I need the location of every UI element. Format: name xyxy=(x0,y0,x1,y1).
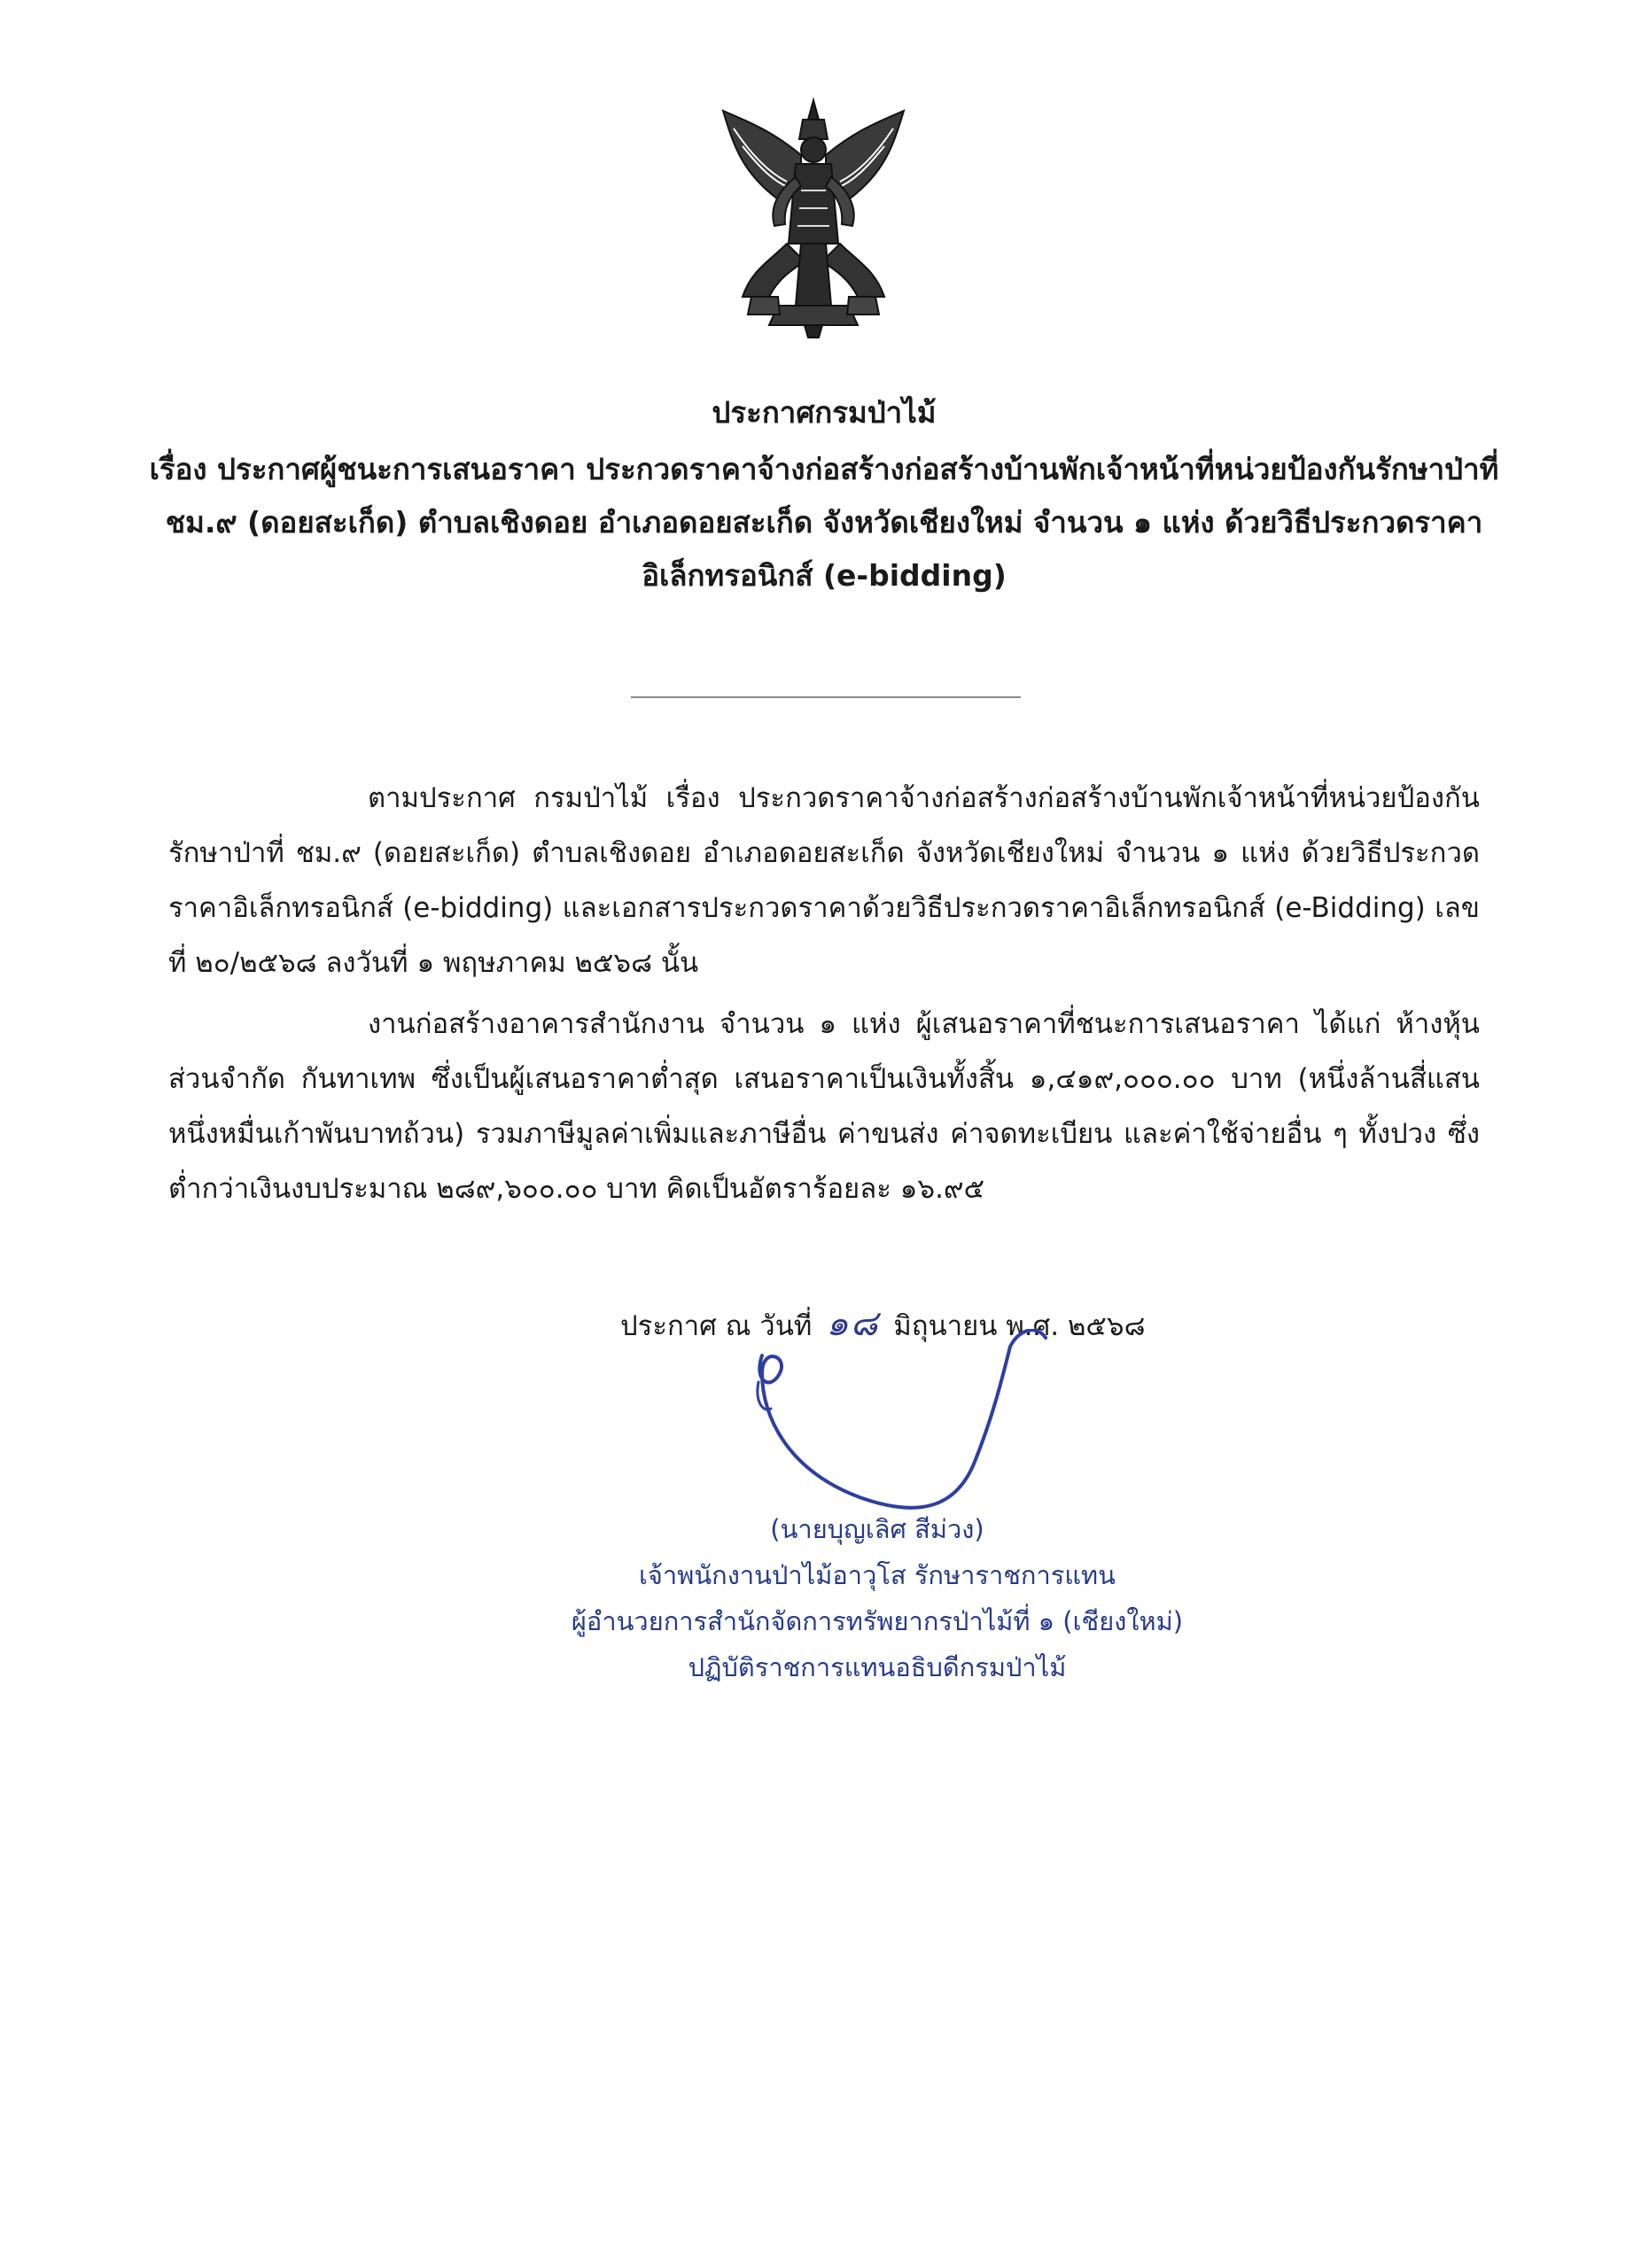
date-day-handwritten: ๑๘ xyxy=(826,1303,880,1344)
date-suffix: มิถุนายน พ.ศ. ๒๕๖๘ xyxy=(893,1310,1146,1342)
body-paragraph-1 xyxy=(168,771,1480,990)
paragraph-2-text: งานก่อสร้างอาคารสำนักงาน จำนวน ๑ แห่ง ผู้เสนอราคาที่ชนะการเสนอราคา ได้แก่ ห้างหุ้นส่วนจำกัด กันทาเทพ ซึ่งเป็นผู้เสนอราคาต่ำสุด เสนอราคาเป็นเงินทั้งสิ้น ๑,๔๑๙,๐๐๐.๐๐ บาท (หนึ่งล้านสี่แสนหนึ่งหมื่นเก้าพันบาทถ้วน) รวมภาษีมูลค่าเพิ่มและภาษีอื่น ค่าขนส่ง ค่าจดทะเบียน และค่าใช้จ่ายอื่น ๆ ทั้งปวง ซึ่งต่ำกว่าเงินงบประมาณ ๒๘๙,๖๐๐.๐๐ บาท คิดเป็นอัตราร้อยละ ๑๖.๙๕ xyxy=(168,1008,1480,1205)
subject-line-3: อิเล็กทรอนิกส์ (e-bidding) xyxy=(642,558,1007,593)
paragraph-1-text: ตามประกาศ กรมป่าไม้ เรื่อง ประกวดราคาจ้างก่อสร้างก่อสร้างบ้านพักเจ้าหน้าที่หน่วยป้องกันรักษาป่าที่ ชม.๙ (ดอยสะเก็ด) ตำบลเชิงดอย อำเภอดอยสะเก็ด จังหวัดเชียงใหม่ จำนวน ๑ แห่ง ด้วยวิธีประกวดราคาอิเล็กทรอนิกส์ (e-bidding) และเอกสารประกวดราคาด้วยวิธีประกวดราคาอิเล็กทรอนิกส์ (e-Bidding) เลขที่ ๒๐/๒๕๖๘ ลงวันที่ ๑ พฤษภาคม ๒๕๖๘ นั้น xyxy=(168,782,1480,979)
date-prefix: ประกาศ ณ วันที่ xyxy=(620,1310,813,1342)
subject-line-1: เรื่อง ประกาศผู้ชนะการเสนอราคา ประกวดราคาจ้างก่อสร้างก่อสร้างบ้านพักเจ้าหน้าที่หน่วยป้องกันรักษาป่าที่ xyxy=(149,452,1499,486)
body-paragraph-2 xyxy=(168,997,1480,1216)
announcement-title: ประกาศกรมป่าไม้ xyxy=(712,395,937,430)
signer-position-1: เจ้าพนักงานป่าไม้อาวุโส รักษาราชการแทน xyxy=(639,1560,1116,1590)
signer-name: (นายบุญเลิศ สีม่วง) xyxy=(770,1514,984,1544)
signer-position-2: ผู้อำนวยการสำนักจัดการทรัพยากรป่าไม้ที่ ๑ (เชียงใหม่) xyxy=(571,1606,1184,1636)
announcement-subject xyxy=(124,443,1524,602)
signer-position-3: ปฏิบัติราชการแทนอธิบดีกรมป่าไม้ xyxy=(688,1652,1067,1682)
subject-line-2: ชม.๙ (ดอยสะเก็ด) ตำบลเชิงดอย อำเภอดอยสะเก็ด จังหวัดเชียงใหม่ จำนวน ๑ แห่ง ด้วยวิธีประกวดราคา xyxy=(165,505,1483,540)
garuda-emblem-icon xyxy=(716,93,911,341)
title-divider xyxy=(631,696,1021,698)
